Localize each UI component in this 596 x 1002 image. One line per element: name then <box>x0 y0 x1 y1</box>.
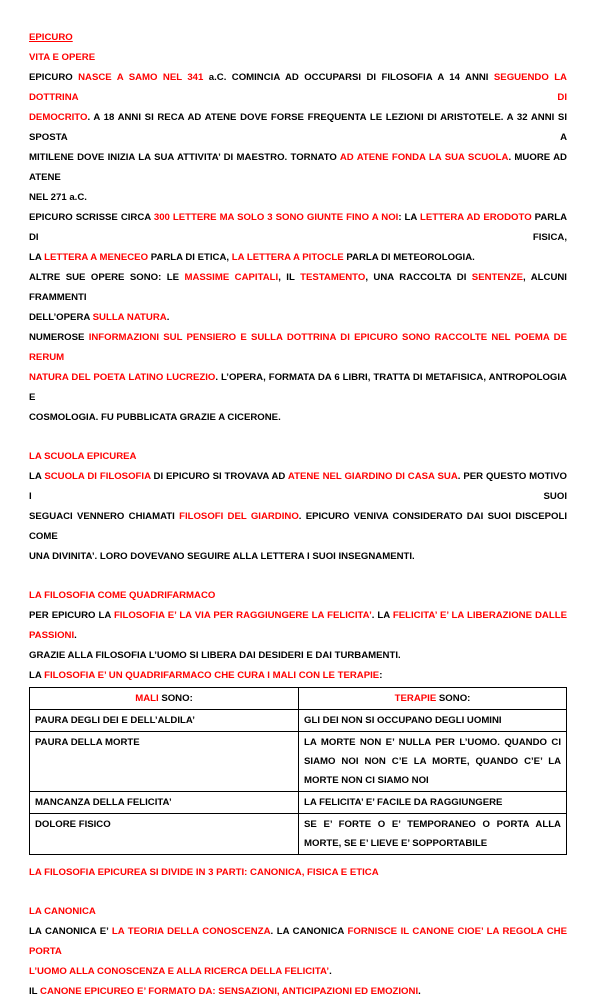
parti-statement: LA FILOSOFIA EPICUREA SI DIVIDE IN 3 PARTI: CANONICA, FISICA E ETICA <box>29 867 379 878</box>
cell-male: DOLORE FISICO <box>30 814 299 855</box>
paragraph-vita <box>29 68 567 208</box>
text-line: L’UOMO ALLA CONOSCENZA E ALLA RICERCA DELLA FELICITA’. <box>29 966 332 977</box>
header-terapie: TERAPIE SONO: <box>299 688 567 710</box>
paragraph-quadrifarmaco <box>29 606 567 686</box>
text-line: ALTRE SUE OPERE SONO: LE MASSIME CAPITALI, IL TESTAMENTO, UNA RACCOLTA DI SENTENZE, ALCUNI FRAMMENTI <box>29 272 567 303</box>
text-line: LA SCUOLA DI FILOSOFIA DI EPICURO SI TROVAVA AD ATENE NEL GIARDINO DI CASA SUA. PER QUESTO MOTIVO I SUOI <box>29 471 568 502</box>
table-row <box>30 732 567 792</box>
paragraph-lucrezio <box>29 328 567 428</box>
cell-male: PAURA DELLA MORTE <box>30 732 299 792</box>
table-row <box>30 710 567 732</box>
spacer <box>29 883 567 902</box>
paragraph-canonica <box>29 922 567 1002</box>
text-line: DEMOCRITO. A 18 ANNI SI RECA AD ATENE DOVE FORSE FREQUENTA LE LEZIONI DI ARISTOTELE. A 32 ANNI SI SPOSTA A <box>29 112 567 143</box>
text-line: NUMEROSE INFORMAZIONI SUL PENSIERO E SULLA DOTTRINA DI EPICURO SONO RACCOLTE NEL POEMA DE RERUM <box>29 332 567 363</box>
cell-terapia: GLI DEI NON SI OCCUPANO DEGLI UOMINI <box>299 710 567 732</box>
cell-male: MANCANZA DELLA FELICITA’ <box>30 792 299 814</box>
header-mali: MALI SONO: <box>30 688 299 710</box>
paragraph-opere <box>29 268 567 328</box>
text-line: IL CANONE EPICUREO E’ FORMATO DA: SENSAZIONI, ANTICIPAZIONI ED EMOZIONI. <box>29 986 421 997</box>
section-heading-quadrifarmaco: LA FILOSOFIA COME QUADRIFARMACO <box>29 590 216 601</box>
cell-terapia: LA MORTE NON E’ NULLA PER L’UOMO. QUANDO CI SIAMO NOI NON C’E LA MORTE, QUANDO C’E’ LA MORTE NON CI SIAMO NOI <box>299 732 567 792</box>
cell-male: PAURA DEGLI DEI E DELL’ALDILA’ <box>30 710 299 732</box>
spacer <box>29 428 567 447</box>
text-line: EPICURO NASCE A SAMO NEL 341 a.C. COMINCIA AD OCCUPARSI DI FILOSOFIA A 14 ANNI SEGUENDO LA DOTTRINA DI <box>29 72 567 103</box>
paragraph-lettere <box>29 208 567 268</box>
text-line: MITILENE DOVE INIZIA LA SUA ATTIVITA’ DI MAESTRO. TORNATO AD ATENE FONDA LA SUA SCUOLA. MUORE AD ATENE <box>29 152 567 183</box>
text-line: NEL 271 a.C. <box>29 192 87 203</box>
text-line: LA CANONICA E’ LA TEORIA DELLA CONOSCENZA. LA CANONICA FORNISCE IL CANONE CIOE’ LA REGOLA CHE PORTA <box>29 926 568 957</box>
table-row <box>30 792 567 814</box>
section-heading-canonica: LA CANONICA <box>29 906 96 917</box>
text-line: NATURA DEL POETA LATINO LUCREZIO. L’OPERA, FORMATA DA 6 LIBRI, TRATTA DI METAFISICA, ANTROPOLOGIA E <box>29 372 567 403</box>
text-line: EPICURO SCRISSE CIRCA 300 LETTERE MA SOLO 3 SONO GIUNTE FINO A NOI: LA LETTERA AD ERODOTO PARLA DI FISICA, <box>29 212 568 243</box>
text-line: PER EPICURO LA FILOSOFIA E’ LA VIA PER RAGGIUNGERE LA FELICITA’. LA FELICITA’ E’ LA LIBERAZIONE DALLE PASSIONI. <box>29 610 567 641</box>
paragraph-scuola <box>29 467 567 567</box>
text-line: LA LETTERA A MENECEO PARLA DI ETICA, LA LETTERA A PITOCLE PARLA DI METEOROLOGIA. <box>29 252 475 263</box>
table-header-row <box>30 688 567 710</box>
document-title: EPICURO <box>29 32 73 43</box>
document-page <box>29 28 567 1002</box>
text-line: GRAZIE ALLA FILOSOFIA L’UOMO SI LIBERA DAI DESIDERI E DAI TURBAMENTI. <box>29 650 401 661</box>
cell-terapia: LA FELICITA’ E’ FACILE DA RAGGIUNGERE <box>299 792 567 814</box>
section-heading-scuola: LA SCUOLA EPICUREA <box>29 451 137 462</box>
text-line: UNA DIVINITA’. LORO DOVEVANO SEGUIRE ALLA LETTERA I SUOI INSEGNAMENTI. <box>29 551 415 562</box>
section-heading-vita: VITA E OPERE <box>29 52 96 63</box>
mali-terapie-table <box>29 687 567 855</box>
text-line: COSMOLOGIA. FU PUBBLICATA GRAZIE A CICERONE. <box>29 412 281 423</box>
table-row <box>30 814 567 855</box>
text-line: DELL’OPERA SULLA NATURA. <box>29 312 170 323</box>
text-line: LA FILOSOFIA E’ UN QUADRIFARMACO CHE CURA I MALI CON LE TERAPIE: <box>29 670 383 681</box>
cell-terapia: SE E’ FORTE O E’ TEMPORANEO O PORTA ALLA MORTE, SE E’ LIEVE E’ SOPPORTABILE <box>299 814 567 855</box>
text-line: SEGUACI VENNERO CHIAMATI FILOSOFI DEL GIARDINO. EPICURO VENIVA CONSIDERATO DAI SUOI DISCEPOLI COME <box>29 511 567 542</box>
spacer <box>29 567 567 586</box>
